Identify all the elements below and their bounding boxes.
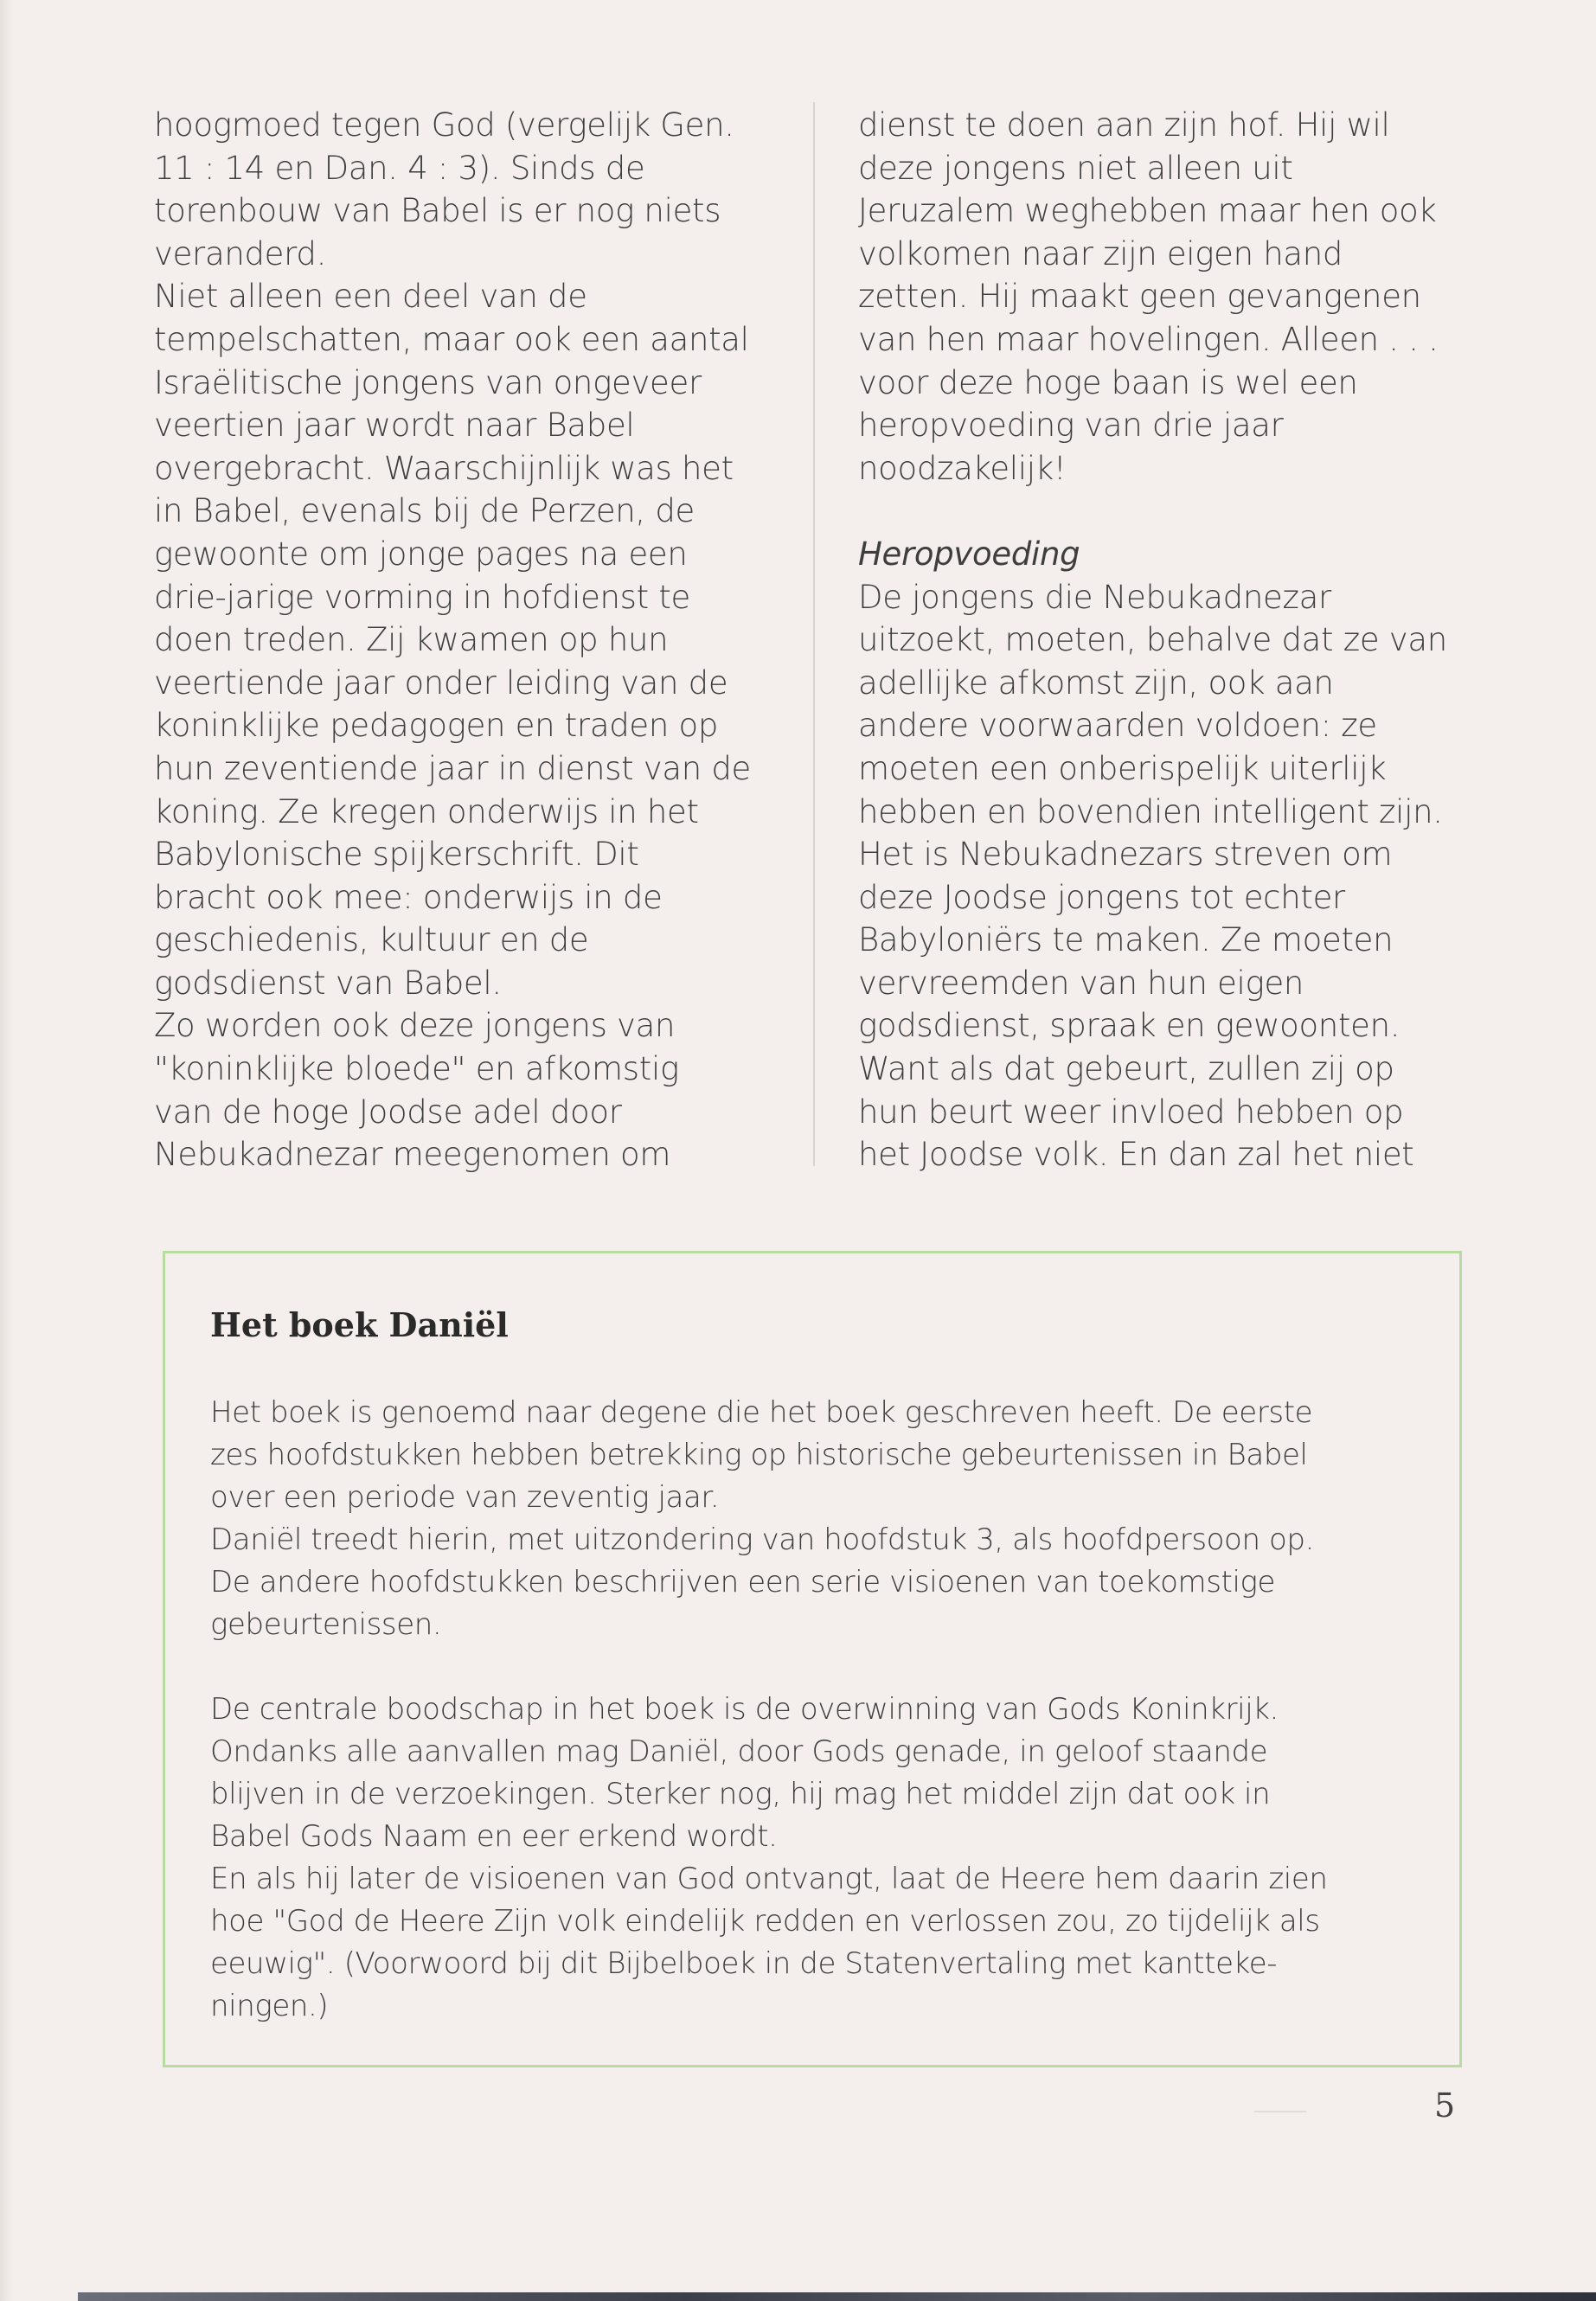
text-line: godsdienst, spraak en gewoonten.	[858, 1007, 1401, 1045]
text-line: gewoonte om jonge pages na een	[154, 535, 688, 573]
text-line: Het is Nebukadnezars streven om	[858, 836, 1393, 874]
section-heading: Heropvoeding	[858, 535, 1080, 573]
scan-edge-strip	[78, 2292, 1596, 2301]
text-line: uitzoekt, moeten, behalve dat ze van	[858, 621, 1447, 659]
box-text-line: Het boek is genoemd naar degene die het boek geschreven heeft. De eerste	[210, 1395, 1313, 1430]
text-line: Want als dat gebeurt, zullen zij op	[858, 1050, 1394, 1088]
info-box	[163, 1251, 1462, 2067]
text-line: volkomen naar zijn eigen hand	[858, 234, 1343, 272]
left-text-column	[154, 104, 777, 1176]
text-line: hoogmoed tegen God (vergelijk Gen.	[154, 106, 734, 144]
right-text-column	[858, 104, 1481, 1176]
text-line: veertien jaar wordt naar Babel	[154, 407, 635, 445]
text-line: torenbouw van Babel is er nog niets	[154, 192, 721, 230]
text-line: in Babel, evenals bij de Perzen, de	[154, 492, 695, 530]
text-line: andere voorwaarden voldoen: ze	[858, 707, 1377, 745]
box-text-line: Ondanks alle aanvallen mag Daniël, door Gods genade, in geloof staande	[210, 1734, 1268, 1769]
text-line: godsdienst van Babel.	[154, 964, 502, 1002]
text-line: geschiedenis, kultuur en de	[154, 921, 589, 959]
text-line: "koninklijke bloede" en afkomstig	[154, 1050, 679, 1088]
text-line: van de hoge Joodse adel door	[154, 1093, 622, 1131]
text-line: tempelschatten, maar ook een aantal	[154, 320, 749, 358]
text-line: veertiende jaar onder leiding van de	[154, 663, 728, 702]
page-edge	[0, 0, 12, 2301]
text-line: hebben en bovendien intelligent zijn.	[858, 792, 1443, 830]
box-text-line: blijven in de verzoekingen. Sterker nog, hij mag het middel zijn dat ook in	[210, 1777, 1271, 1811]
text-line: van hen maar hovelingen. Alleen . . .	[858, 320, 1439, 358]
box-text-line: De andere hoofdstukken beschrijven een serie visioenen van toekomstige	[210, 1565, 1276, 1599]
box-text-line: Daniël treedt hierin, met uitzondering van hoofdstuk 3, als hoofdpersoon op.	[210, 1522, 1314, 1557]
page-number: 5	[1434, 2086, 1456, 2125]
text-line: doen treden. Zij kwamen op hun	[154, 621, 669, 659]
text-line: hun zeventiende jaar in dienst van de	[154, 749, 751, 787]
text-line: Jeruzalem weghebben maar hen ook	[858, 192, 1437, 230]
text-line: Nebukadnezar meegenomen om	[154, 1136, 671, 1174]
box-text-line: over een periode van zeventig jaar.	[210, 1480, 720, 1515]
text-line: deze Joodse jongens tot echter	[858, 878, 1345, 916]
faint-mark	[1254, 2111, 1306, 2112]
text-line: overgebracht. Waarschijnlijk was het	[154, 449, 734, 487]
text-line: drie-jarige vorming in hofdienst te	[154, 578, 690, 616]
text-line: koninklijke pedagogen en traden op	[154, 707, 719, 745]
text-line: 11 : 14 en Dan. 4 : 3). Sinds de	[154, 149, 645, 187]
paragraph-gap	[858, 490, 1481, 533]
text-line: het Joodse volk. En dan zal het niet	[858, 1136, 1414, 1174]
box-text-line: Babel Gods Naam en eer erkend wordt.	[210, 1819, 778, 1854]
text-line: hun beurt weer invloed hebben op	[858, 1093, 1404, 1131]
text-line: De jongens die Nebukadnezar	[858, 578, 1331, 616]
text-line: Israëlitische jongens van ongeveer	[154, 363, 702, 401]
text-line: vervreemden van hun eigen	[858, 964, 1304, 1002]
text-line: Zo worden ook deze jongens van	[154, 1007, 676, 1045]
text-line: moeten een onberispelijk uiterlijk	[858, 749, 1387, 787]
text-line: dienst te doen aan zijn hof. Hij wil	[858, 106, 1390, 144]
text-line: veranderd.	[154, 234, 327, 272]
text-line: Niet alleen een deel van de	[154, 278, 587, 316]
text-line: noodzakelijk!	[858, 449, 1067, 487]
text-line: deze jongens niet alleen uit	[858, 149, 1293, 187]
box-text-line: zes hoofdstukken hebben betrekking op historische gebeurtenissen in Babel	[210, 1438, 1308, 1472]
box-text-line: De centrale boodschap in het boek is de overwinning van Gods Koninkrijk.	[210, 1692, 1279, 1727]
box-text	[210, 1392, 1421, 2028]
text-line: bracht ook mee: onderwijs in de	[154, 878, 663, 916]
text-line: koning. Ze kregen onderwijs in het	[154, 792, 699, 830]
text-line: Babyloniërs te maken. Ze moeten	[858, 921, 1394, 959]
text-line: zetten. Hij maakt geen gevangenen	[858, 278, 1421, 316]
box-text-line: En als hij later de visioenen van God ontvangt, laat de Heere hem daarin zien	[210, 1862, 1328, 1896]
box-text-line: eeuwig". (Voorwoord bij dit Bijbelboek in de Statenvertaling met kantteke-	[210, 1946, 1278, 1981]
paragraph-gap	[210, 1646, 1421, 1689]
text-line: voor deze hoge baan is wel een	[858, 363, 1358, 401]
text-line: adellijke afkomst zijn, ook aan	[858, 663, 1334, 702]
text-line: Babylonische spijkerschrift. Dit	[154, 836, 639, 874]
box-text-line: gebeurtenissen.	[210, 1607, 442, 1642]
column-divider	[813, 102, 815, 1166]
box-text-line: ningen.)	[210, 1989, 329, 2023]
box-text-line: hoe "God de Heere Zijn volk eindelijk redden en verlossen zou, zo tijdelijk als	[210, 1904, 1320, 1939]
box-title: Het boek Daniël	[210, 1305, 509, 1344]
text-line: heropvoeding van drie jaar	[858, 407, 1284, 445]
